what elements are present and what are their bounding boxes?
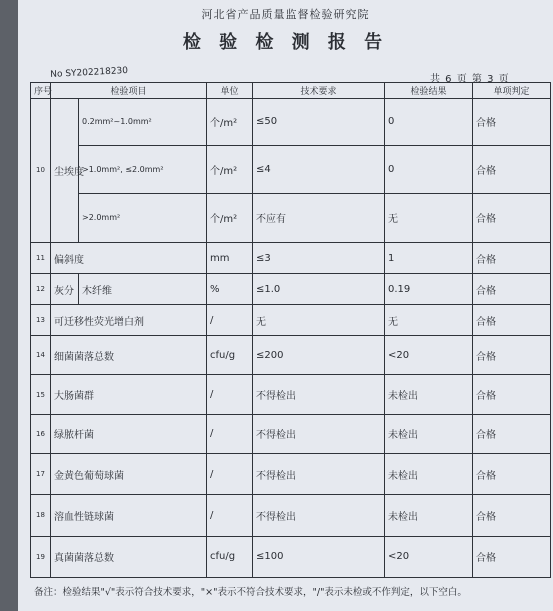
- col-seq-header: 序号: [31, 83, 51, 99]
- table-row: [31, 243, 551, 274]
- table-row: [31, 193, 551, 243]
- item-cell: 绿脓杆菌: [51, 414, 207, 453]
- unit-cell: cfu/g: [207, 336, 253, 375]
- unit-cell: /: [207, 375, 253, 414]
- verdict-cell: 合格: [473, 274, 551, 305]
- ash-sub-item: 木纤维: [79, 274, 207, 305]
- requirement-cell: 不得检出: [253, 453, 385, 494]
- item-cell: 细菌菌落总数: [51, 336, 207, 375]
- item-cell: 真菌菌落总数: [51, 536, 207, 577]
- row-number: 16: [31, 414, 51, 453]
- footnote: 备注：检验结果"√"表示符合技术要求，"×"表示不符合技术要求，"/"表示未检或不作判定，以下空白。: [34, 587, 467, 598]
- dust-sub-item: >2.0mm²: [79, 193, 207, 243]
- col-result-header: 检验结果: [385, 83, 473, 99]
- report-page: [18, 0, 553, 611]
- table-row: [31, 495, 551, 536]
- col-unit-header: 单位: [207, 83, 253, 99]
- dust-label: 尘埃度: [51, 98, 79, 243]
- verdict-cell: 合格: [473, 305, 551, 336]
- verdict-cell: 合格: [473, 98, 551, 146]
- result-cell: 未检出: [385, 495, 473, 536]
- verdict-cell: 合格: [473, 453, 551, 494]
- page-indicator: 共 6 页 第 3 页: [430, 74, 510, 85]
- requirement-cell: ≤3: [253, 243, 385, 274]
- requirement-cell: 不得检出: [253, 495, 385, 536]
- requirement-cell: 不应有: [253, 193, 385, 243]
- verdict-cell: 合格: [473, 375, 551, 414]
- verdict-cell: 合格: [473, 536, 551, 577]
- dust-sub-item: >1.0mm², ≤2.0mm²: [79, 146, 207, 194]
- requirement-cell: 不得检出: [253, 375, 385, 414]
- requirement-cell: ≤100: [253, 536, 385, 577]
- result-cell: 0: [385, 146, 473, 194]
- result-cell: 未检出: [385, 375, 473, 414]
- verdict-cell: 合格: [473, 495, 551, 536]
- result-cell: 0: [385, 98, 473, 146]
- institute-name: 河北省产品质量监督检验研究院: [201, 8, 370, 21]
- unit-cell: 个/m²: [207, 193, 253, 243]
- item-cell: 偏斜度: [51, 243, 207, 274]
- table-row: [31, 414, 551, 453]
- table-row: [31, 336, 551, 375]
- table-row: [31, 98, 551, 146]
- unit-cell: %: [207, 274, 253, 305]
- result-cell: <20: [385, 336, 473, 375]
- unit-cell: cfu/g: [207, 536, 253, 577]
- verdict-cell: 合格: [473, 336, 551, 375]
- row-number: 10: [31, 98, 51, 243]
- table-row: [31, 536, 551, 577]
- row-number: 12: [31, 274, 51, 305]
- requirement-cell: ≤1.0: [253, 274, 385, 305]
- row-number: 11: [31, 243, 51, 274]
- verdict-cell: 合格: [473, 146, 551, 194]
- result-cell: 1: [385, 243, 473, 274]
- table-row: [31, 146, 551, 194]
- report-number: No SY202218230: [50, 65, 129, 80]
- unit-cell: 个/m²: [207, 146, 253, 194]
- inspection-table: [30, 82, 551, 578]
- verdict-cell: 合格: [473, 414, 551, 453]
- unit-cell: /: [207, 305, 253, 336]
- requirement-cell: ≤200: [253, 336, 385, 375]
- requirement-cell: 无: [253, 305, 385, 336]
- report-title: 检 验 检 测 报 告: [182, 32, 389, 53]
- col-verdict-header: 单项判定: [473, 83, 551, 99]
- item-cell: 金黄色葡萄球菌: [51, 453, 207, 494]
- unit-cell: /: [207, 414, 253, 453]
- row-number: 18: [31, 495, 51, 536]
- table-row: [31, 453, 551, 494]
- result-cell: 0.19: [385, 274, 473, 305]
- requirement-cell: ≤4: [253, 146, 385, 194]
- row-number: 13: [31, 305, 51, 336]
- col-requirement-header: 技术要求: [253, 83, 385, 99]
- requirement-cell: ≤50: [253, 98, 385, 146]
- row-number: 15: [31, 375, 51, 414]
- unit-cell: mm: [207, 243, 253, 274]
- requirement-cell: 不得检出: [253, 414, 385, 453]
- result-cell: 未检出: [385, 414, 473, 453]
- unit-cell: /: [207, 495, 253, 536]
- verdict-cell: 合格: [473, 193, 551, 243]
- dust-sub-item: 0.2mm²~1.0mm²: [79, 98, 207, 146]
- table-header-row: [31, 83, 551, 99]
- item-cell: 可迁移性荧光增白剂: [51, 305, 207, 336]
- col-item-header: 检验项目: [51, 83, 207, 99]
- table-row: [31, 375, 551, 414]
- verdict-cell: 合格: [473, 243, 551, 274]
- table-row: [31, 305, 551, 336]
- result-cell: <20: [385, 536, 473, 577]
- unit-cell: 个/m²: [207, 98, 253, 146]
- ash-label: 灰分: [51, 274, 79, 305]
- unit-cell: /: [207, 453, 253, 494]
- result-cell: 未检出: [385, 453, 473, 494]
- row-number: 19: [31, 536, 51, 577]
- result-cell: 无: [385, 193, 473, 243]
- item-cell: 溶血性链球菌: [51, 495, 207, 536]
- row-number: 14: [31, 336, 51, 375]
- item-cell: 大肠菌群: [51, 375, 207, 414]
- row-number: 17: [31, 453, 51, 494]
- result-cell: 无: [385, 305, 473, 336]
- table-row: [31, 274, 551, 305]
